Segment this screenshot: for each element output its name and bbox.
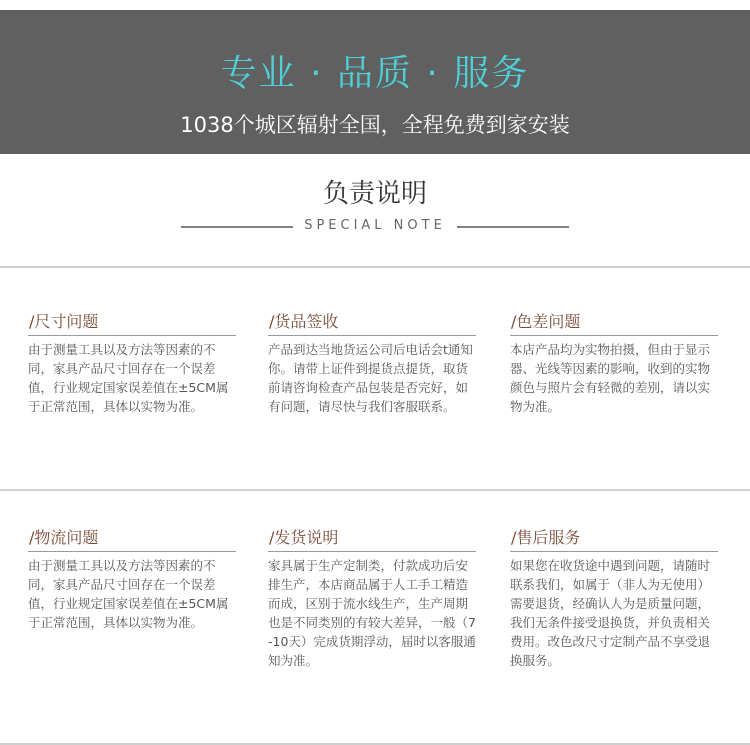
section-title: 负责说明: [322, 179, 427, 209]
divider-top: [0, 266, 750, 268]
note-rule: [268, 551, 476, 552]
note-card-shipping: [268, 527, 476, 670]
divider-middle: [0, 489, 750, 491]
note-body: 由于测量工具以及方法等因素的不同，家具产品尺寸回存在一个误差值，行业规定国家误差值在±5CM属于正常范围，具体以实物为准。: [28, 342, 229, 414]
note-rule: [268, 335, 476, 336]
hero-banner: [0, 10, 750, 154]
banner-title: 专业 · 品质 · 服务: [220, 53, 530, 94]
section-subtitle: SPECIAL NOTE: [304, 218, 446, 233]
note-title: /物流问题: [29, 528, 99, 547]
note-body: 产品到达当地货运公司后电话会t通知你。请带上证件到提货点提货，取货前请咨询检查产品包装是否完好，如有问题，请尽快与我们客服联系。: [268, 342, 473, 414]
note-body: 家具属于生产定制类，付款成功后安排生产，本店商品属于人工手工精造而成，区别于流水线生产，生产周期也是不同类别的有较大差异，一般（7-10天）完成货期浮动，届时以客服通知为准。: [268, 558, 476, 668]
note-rule: [28, 335, 236, 336]
note-title: /货品签收: [269, 312, 339, 331]
note-body: 由于测量工具以及方法等因素的不同，家具产品尺寸回存在一个误差值，行业规定国家误差值在±5CM属于正常范围，具体以实物为准。: [28, 558, 229, 630]
note-card-size: [28, 311, 236, 416]
note-card-aftersales: [510, 527, 718, 670]
note-rule: [510, 335, 718, 336]
note-body: 本店产品均为实物拍摄，但由于显示器、光线等因素的影响，收到的实物颜色与照片会有轻微的差别，请以实物为准。: [510, 342, 711, 414]
note-card-receipt: [268, 311, 476, 416]
note-title: /售后服务: [511, 528, 581, 547]
note-rule: [28, 551, 236, 552]
note-rule: [510, 551, 718, 552]
note-card-logistics: [28, 527, 236, 632]
note-card-color: [510, 311, 718, 416]
note-title: /发货说明: [269, 528, 339, 547]
note-body: 如果您在收货途中遇到问题，请随时联系我们，如属于（非人为无使用）需要退货，经确认人为是质量问题，我们无条件接受退换货，并负责相关费用。改色改尺寸定制产品不享受退换服务。: [510, 558, 711, 668]
banner-subtitle: 1038个城区辐射全国，全程免费到家安装: [180, 113, 570, 137]
note-title: /尺寸问题: [29, 312, 99, 331]
subtitle-right-rule: [457, 226, 569, 228]
note-title: /色差问题: [511, 312, 581, 331]
